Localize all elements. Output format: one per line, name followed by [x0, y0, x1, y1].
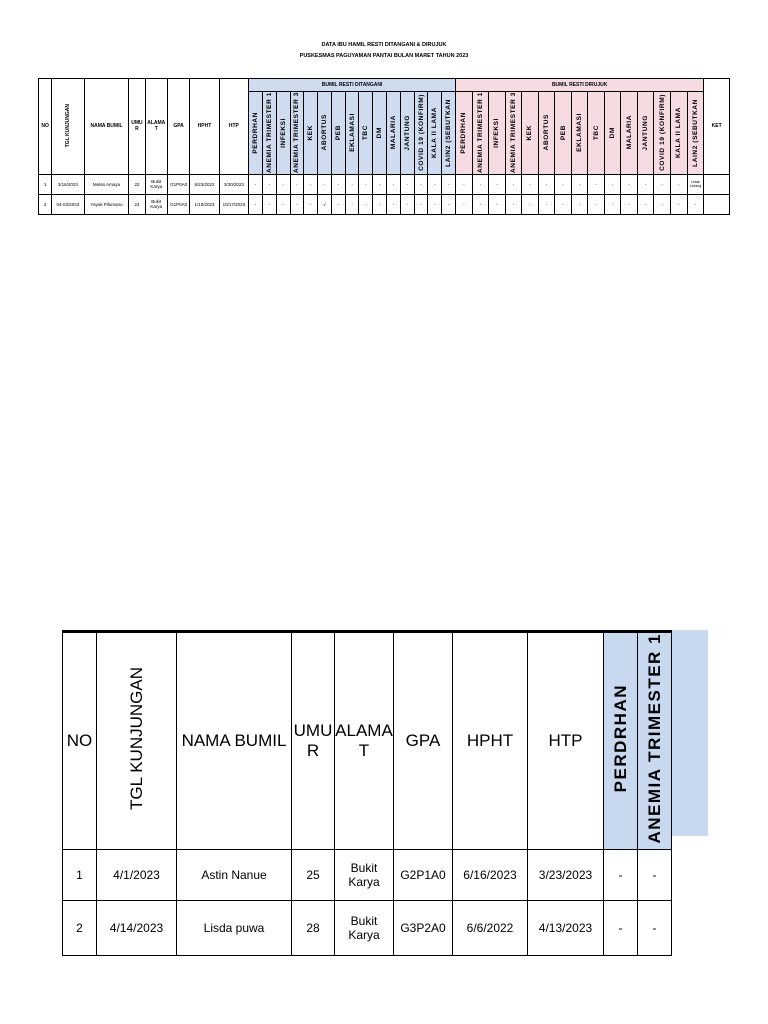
cell-dirujuk: - [489, 174, 506, 194]
col-nama: NAMA BUMIL [84, 79, 129, 175]
cell-ditangani: - [359, 194, 373, 214]
zoom-col-hpht: HPHT [453, 632, 528, 850]
col-alamat: ALAMA T [145, 79, 167, 175]
cell-ditangani: - [276, 194, 290, 214]
subcol-dirujuk: JANTUNG [637, 92, 654, 175]
cell-ditangani: - [304, 174, 318, 194]
cell-ditangani: - [249, 194, 263, 214]
cell-dirujuk: - [456, 194, 473, 214]
zoom-cell-umur: 28 [292, 900, 335, 955]
cell-ditangani: - [387, 194, 401, 214]
cell-alamat: Bukit Karya [145, 194, 167, 214]
subcol-ditangani: EKLAMASI [345, 92, 359, 175]
cell-ditangani: - [428, 194, 442, 214]
cell-dirujuk: - [555, 194, 572, 214]
zoom-table-row [63, 849, 672, 900]
subcol-dirujuk: ABORTUS [538, 92, 555, 175]
zoom-cell-alamat: Bukit Karya [335, 849, 394, 900]
cell-ditangani: - [414, 194, 428, 214]
cell-umur: 24 [129, 194, 145, 214]
subcol-dirujuk: ANEMIA TRIMESTER 3 [505, 92, 522, 175]
cell-gpa: G1P0A0 [167, 194, 189, 214]
cell-ditangani: - [290, 194, 304, 214]
cell-no: 2 [39, 194, 52, 214]
cell-dirujuk: - [505, 194, 522, 214]
cell-dirujuk: - [588, 174, 605, 194]
zoom-col-anemia: ANEMIA TRIMESTER 1 [638, 632, 672, 850]
subcol-ditangani: TBC [359, 92, 373, 175]
cell-ditangani: - [290, 174, 304, 194]
cell-dirujuk: - [670, 194, 687, 214]
col-ket: KET [704, 79, 730, 175]
subcol-ditangani: LAIN2 (SEBUTKAN [442, 92, 456, 175]
col-tgl: TGL KUNJUNGAN [52, 79, 84, 175]
cell-dirujuk: - [654, 174, 671, 194]
zoom-cell-nama: Astin Nanue [177, 849, 292, 900]
cell-dirujuk: - [621, 194, 638, 214]
cell-ditangani: - [276, 174, 290, 194]
subcol-dirujuk: ANEMIA TRIMESTER 1 [472, 92, 489, 175]
cell-dirujuk: - [654, 194, 671, 214]
cell-dirujuk: - [670, 174, 687, 194]
cell-dirujuk: - [472, 194, 489, 214]
subcol-ditangani: JANTUNG [400, 92, 414, 175]
zoom-cell-tgl: 4/1/2023 [97, 849, 177, 900]
zoom-cell-anemia: - [638, 900, 672, 955]
zoom-col-tgl: TGL KUNJUNGAN [97, 632, 177, 850]
zoom-col-no: NO [63, 632, 97, 850]
cell-tgl: 04-03/2023 [52, 194, 84, 214]
zoom-cell-tgl: 4/14/2023 [97, 900, 177, 955]
cell-htp: 3/30/2023 [219, 174, 248, 194]
col-gpa: GPA [167, 79, 189, 175]
cell-dirujuk: - [538, 194, 555, 214]
cell-dirujuk: - [571, 174, 588, 194]
subcol-ditangani: COVID 19 (KONFIRM) [414, 92, 428, 175]
cell-dirujuk: - [621, 174, 638, 194]
cell-dirujuk: - [571, 194, 588, 214]
subcol-dirujuk: LAIN2 (SEBUTKAN [687, 92, 704, 175]
cell-dirujuk: - [489, 194, 506, 214]
cell-ditangani: - [414, 174, 428, 194]
group-ditangani: BUMIL RESTI DITANGANI [249, 79, 456, 92]
zoom-cell-gpa: G3P2A0 [394, 900, 453, 955]
subcol-dirujuk: EKLAMASI [571, 92, 588, 175]
subcol-ditangani: PEB [331, 92, 345, 175]
zoom-col-perdarahan: PERDRHAN [604, 632, 638, 850]
cell-hpht: 6/23/2022 [190, 174, 219, 194]
subcol-ditangani: PERDRHAN [249, 92, 263, 175]
cell-no: 1 [39, 174, 52, 194]
subcol-dirujuk: PERDRHAN [456, 92, 473, 175]
cell-ditangani: - [400, 194, 414, 214]
cell-ditangani: - [331, 174, 345, 194]
cell-dirujuk: - [505, 174, 522, 194]
subcol-dirujuk: COVID 19 (KONFIRM) [654, 92, 671, 175]
cell-ditangani: - [345, 174, 359, 194]
resti-table [38, 78, 730, 215]
col-htp: HTP [219, 79, 248, 175]
cell-dirujuk: - [604, 194, 621, 214]
subcol-ditangani: ANEMIA TRIMESTER 3 [290, 92, 304, 175]
cell-umur: 22 [129, 174, 145, 194]
subcol-ditangani: ANEMIA TRIMESTER 1 [262, 92, 276, 175]
cell-hpht: 1/10/2023 [190, 194, 219, 214]
cell-dirujuk: - [522, 194, 539, 214]
cell-gpa: G1P0A0 [167, 174, 189, 194]
zoom-cell-htp: 3/23/2023 [528, 849, 604, 900]
zoom-col-alamat: ALAMA T [335, 632, 394, 850]
cell-ditangani: - [249, 174, 263, 194]
report-title: DATA IBU HAMIL RESTI DITANGANI & DIRUJUK [321, 42, 447, 48]
cell-ditangani: - [345, 194, 359, 214]
cell-htp: 10/17/2023 [219, 194, 248, 214]
zoom-cell-perdarahan: - [604, 849, 638, 900]
col-umur: UMU R [129, 79, 145, 175]
zoom-cell-hpht: 6/16/2023 [453, 849, 528, 900]
cell-ditangani: - [262, 194, 276, 214]
subcol-dirujuk: INFEKSI [489, 92, 506, 175]
table-row [39, 174, 730, 194]
zoom-cell-nama: Lisda puwa [177, 900, 292, 955]
report-subtitle: PUSKESMAS PAGUYAMAN PANTAI BULAN MARET TAHUN 2023 [299, 53, 469, 59]
cell-ditangani: - [442, 174, 456, 194]
subcol-ditangani: KEK [304, 92, 318, 175]
cell-dirujuk: - [637, 194, 654, 214]
cell-ditangani: - [373, 194, 387, 214]
subcol-ditangani: ABORTUS [318, 92, 332, 175]
cell-ditangani: - [359, 174, 373, 194]
cell-dirujuk: - [472, 174, 489, 194]
cell-nama: Yayuk Pilumanu [84, 194, 129, 214]
subcol-dirujuk: DM [604, 92, 621, 175]
table-row [39, 194, 730, 214]
subcol-ditangani: DM [373, 92, 387, 175]
cell-ditangani: - [428, 174, 442, 194]
subcol-ditangani: INFEKSI [276, 92, 290, 175]
subcol-ditangani: MALARIA [387, 92, 401, 175]
subcol-dirujuk: TBC [588, 92, 605, 175]
zoom-table-row [63, 900, 672, 955]
col-no: NO [39, 79, 52, 175]
cell-dirujuk: - [687, 194, 704, 214]
zoom-col-umur: UMU R [292, 632, 335, 850]
zoom-cell-alamat: Bukit Karya [335, 900, 394, 955]
subcol-dirujuk: MALARIA [621, 92, 638, 175]
zoom-cell-gpa: G2P1A0 [394, 849, 453, 900]
subcol-dirujuk: PEB [555, 92, 572, 175]
cell-dirujuk: - [538, 174, 555, 194]
zoom-cell-no: 1 [63, 849, 97, 900]
cell-ditangani: - [400, 174, 414, 194]
cell-ditangani: - [442, 194, 456, 214]
resti-table-zoom [62, 630, 672, 956]
subcol-ditangani: KALA II LAMA [428, 92, 442, 175]
zoom-cell-perdarahan: - [604, 900, 638, 955]
cell-dirujuk: - [604, 174, 621, 194]
cell-ditangani: - [331, 194, 345, 214]
cell-ditangani: - [373, 174, 387, 194]
cell-dirujuk: - [588, 194, 605, 214]
cell-alamat: Bukit Karya [145, 174, 167, 194]
cell-ditangani: - [304, 194, 318, 214]
cell-dirujuk: - [637, 174, 654, 194]
subcol-dirujuk: KEK [522, 92, 539, 175]
cell-ditangani: √ [318, 194, 332, 214]
cell-nama: Melan Amaya [84, 174, 129, 194]
cell-dirujuk: - [522, 174, 539, 194]
cell-tgl: 3/16/2023 [52, 174, 84, 194]
zoom-cell-hpht: 6/6/2022 [453, 900, 528, 955]
col-hpht: HPHT [190, 79, 219, 175]
zoom-col-nama: NAMA BUMIL [177, 632, 292, 850]
cell-ditangani: - [318, 174, 332, 194]
cell-ket [704, 174, 730, 194]
subcol-dirujuk: KALA II LAMA [670, 92, 687, 175]
cell-dirujuk: - [555, 174, 572, 194]
zoom-cell-htp: 4/13/2023 [528, 900, 604, 955]
cell-dirujuk: Letak Lintang [687, 174, 704, 194]
zoom-cell-no: 2 [63, 900, 97, 955]
cell-ket [704, 194, 730, 214]
zoom-col-htp: HTP [528, 632, 604, 850]
cell-ditangani: - [387, 174, 401, 194]
zoom-col-gpa: GPA [394, 632, 453, 850]
zoom-cell-umur: 25 [292, 849, 335, 900]
group-dirujuk: BUMIL RESTI DIRUJUK [456, 79, 704, 92]
zoom-cell-anemia: - [638, 849, 672, 900]
cell-dirujuk: - [456, 174, 473, 194]
cell-ditangani: - [262, 174, 276, 194]
